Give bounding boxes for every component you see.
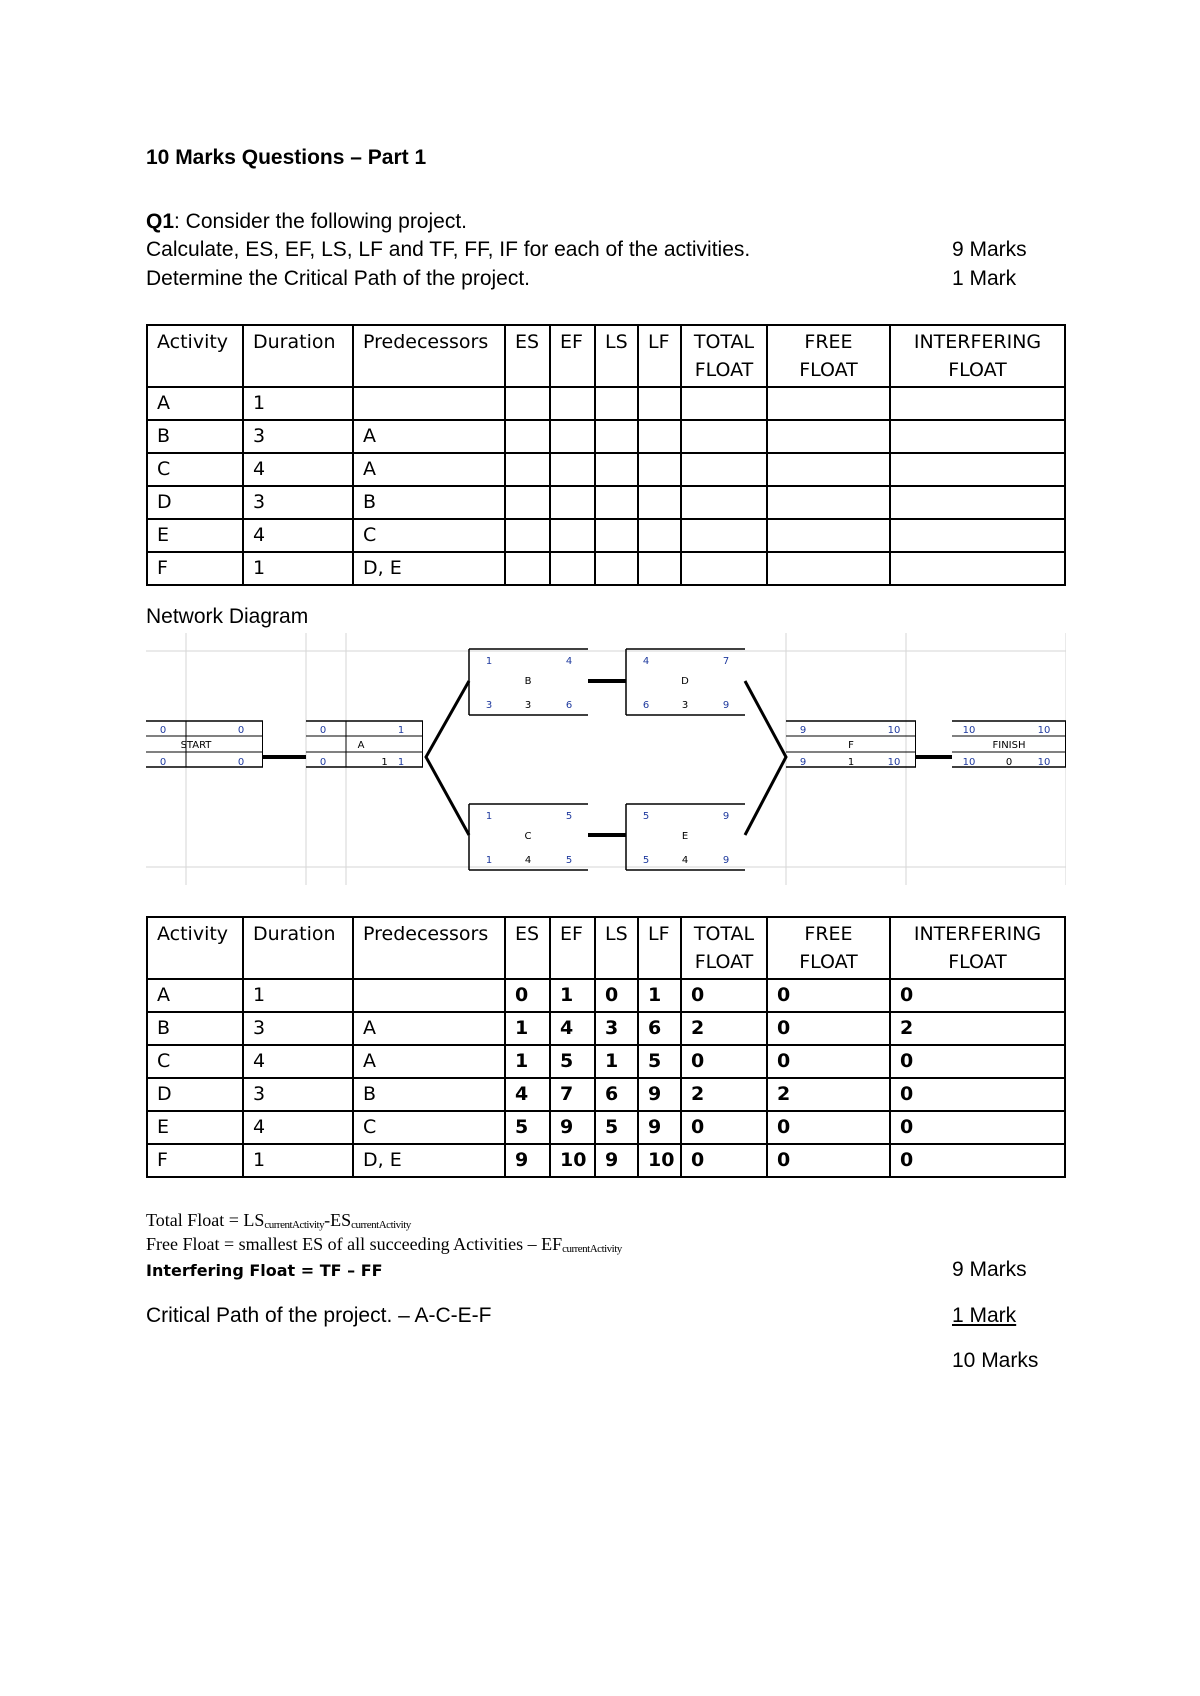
cell-activity: D [147, 486, 243, 519]
cell-es [505, 519, 550, 552]
node-duration: 0 [1005, 757, 1013, 768]
cell-interfering-float [890, 552, 1065, 585]
diagram-branches [426, 681, 786, 835]
table-row [147, 979, 1065, 1012]
node-ls: 6 [642, 700, 650, 711]
cell-es [505, 486, 550, 519]
node-es: 1 [485, 811, 493, 822]
table-header-row [147, 325, 1065, 387]
node-es: 0 [319, 725, 327, 736]
cell-interfering-float [890, 519, 1065, 552]
cell-duration: 1 [243, 979, 353, 1012]
cell-ls [595, 453, 638, 486]
node-es: 0 [159, 725, 167, 736]
cell-lf: 9 [638, 1111, 681, 1144]
header-activity: Activity [147, 325, 243, 387]
cell-duration: 4 [243, 519, 353, 552]
formula-free-float-lead: Free Float = smallest ES of all succeeding Activities – EF [146, 1234, 563, 1254]
cell-free-float [767, 552, 890, 585]
cell-predecessors [353, 387, 505, 420]
node-lf: 10 [1037, 757, 1051, 768]
cell-es [505, 387, 550, 420]
node-f [786, 721, 916, 768]
cell-ef [550, 486, 595, 519]
cell-duration: 4 [243, 453, 353, 486]
cell-es: 5 [505, 1111, 550, 1144]
node-ls: 3 [485, 700, 493, 711]
cell-free-float [767, 387, 890, 420]
node-a [306, 721, 423, 768]
cell-lf: 5 [638, 1045, 681, 1078]
formula-interfering-float: Interfering Float = TF – FF [146, 1261, 383, 1280]
cell-duration: 3 [243, 1012, 353, 1045]
cell-free-float [767, 519, 890, 552]
task-critical-path-marks: 1 Mark [952, 267, 1017, 290]
header-activity: Activity [147, 917, 243, 979]
network-diagram-label: Network Diagram [146, 605, 309, 628]
cell-duration: 4 [243, 1045, 353, 1078]
cell-ls: 1 [595, 1045, 638, 1078]
node-name: D [681, 676, 689, 687]
node-es: 5 [642, 811, 650, 822]
table-body [147, 387, 1065, 585]
cell-total-float [681, 519, 767, 552]
formula-free-float-sub: currentActivity [562, 1243, 622, 1255]
table-row [147, 1078, 1065, 1111]
cell-total-float [681, 420, 767, 453]
formula-total-float-lead: Total Float = LS [146, 1210, 265, 1230]
node-finish [952, 721, 1066, 768]
cell-activity: E [147, 1111, 243, 1144]
table-row [147, 1012, 1065, 1045]
node-ef: 4 [565, 656, 573, 667]
formula-total-float-sub1: currentActivity [264, 1219, 325, 1231]
total-marks: 10 Marks [952, 1349, 1039, 1372]
table-header-row [147, 917, 1065, 979]
cell-free-float: 0 [767, 979, 890, 1012]
node-ls: 9 [799, 757, 807, 768]
table-row [147, 453, 1065, 486]
cell-duration: 3 [243, 486, 353, 519]
node-name: E [681, 831, 689, 842]
table-body [147, 979, 1065, 1177]
cell-total-float: 0 [681, 1111, 767, 1144]
node-lf: 9 [722, 700, 730, 711]
node-duration: 4 [524, 855, 532, 866]
cell-total-float: 0 [681, 979, 767, 1012]
cell-ls [595, 387, 638, 420]
header-ls: LS [595, 325, 638, 387]
cell-activity: C [147, 1045, 243, 1078]
task-critical-path: Determine the Critical Path of the project. [146, 267, 531, 290]
cell-total-float: 0 [681, 1045, 767, 1078]
cell-ls [595, 486, 638, 519]
cell-ef [550, 453, 595, 486]
node-c [469, 804, 588, 870]
header-duration: Duration [243, 325, 353, 387]
cell-interfering-float: 0 [890, 1078, 1065, 1111]
cell-total-float: 0 [681, 1144, 767, 1177]
cell-interfering-float [890, 420, 1065, 453]
cell-interfering-float [890, 453, 1065, 486]
cell-es: 1 [505, 1045, 550, 1078]
node-ef: 7 [722, 656, 730, 667]
cell-ef [550, 552, 595, 585]
page-title: 10 Marks Questions – Part 1 [146, 146, 427, 169]
task-calculate: Calculate, ES, EF, LS, LF and TF, FF, IF for each of the activities. [146, 238, 751, 261]
node-name: FINISH [992, 740, 1026, 751]
cell-lf: 6 [638, 1012, 681, 1045]
cell-ls [595, 552, 638, 585]
cell-activity: F [147, 552, 243, 585]
cell-lf [638, 387, 681, 420]
cell-es [505, 552, 550, 585]
node-duration: 1 [381, 757, 388, 768]
cell-predecessors: A [353, 1012, 505, 1045]
cell-es [505, 420, 550, 453]
cell-duration: 3 [243, 420, 353, 453]
cell-predecessors: C [353, 519, 505, 552]
cell-total-float [681, 387, 767, 420]
header-free-float: FREE FLOAT [767, 917, 890, 979]
cell-total-float: 2 [681, 1012, 767, 1045]
cell-interfering-float: 0 [890, 1045, 1065, 1078]
cell-predecessors: B [353, 486, 505, 519]
table-row [147, 387, 1065, 420]
cell-ef: 5 [550, 1045, 595, 1078]
header-lf: LF [638, 917, 681, 979]
cell-duration: 4 [243, 1111, 353, 1144]
header-es: ES [505, 325, 550, 387]
cell-es [505, 453, 550, 486]
critical-path-marks: 1 Mark [952, 1304, 1017, 1327]
cell-ef [550, 420, 595, 453]
cell-total-float [681, 552, 767, 585]
cell-free-float: 0 [767, 1045, 890, 1078]
header-free-float: FREE FLOAT [767, 325, 890, 387]
header-lf: LF [638, 325, 681, 387]
node-lf: 9 [722, 855, 730, 866]
cell-ef: 7 [550, 1078, 595, 1111]
node-ef: 10 [1037, 725, 1051, 736]
cell-free-float [767, 420, 890, 453]
node-ls: 0 [159, 757, 167, 768]
cell-ls [595, 420, 638, 453]
cell-total-float [681, 486, 767, 519]
cell-ls: 0 [595, 979, 638, 1012]
cell-es: 1 [505, 1012, 550, 1045]
task-calculate-marks: 9 Marks [952, 238, 1027, 261]
header-predecessors: Predecessors [353, 325, 505, 387]
node-ef: 1 [397, 725, 405, 736]
node-lf: 0 [237, 757, 245, 768]
node-lf: 5 [565, 855, 573, 866]
cell-predecessors: B [353, 1078, 505, 1111]
node-lf: 1 [397, 757, 405, 768]
node-es: 1 [485, 656, 493, 667]
cell-total-float: 2 [681, 1078, 767, 1111]
node-ls: 10 [962, 757, 976, 768]
question-intro-text: : Consider the following project. [174, 210, 468, 233]
cell-lf [638, 486, 681, 519]
cell-activity: D [147, 1078, 243, 1111]
cell-free-float [767, 453, 890, 486]
node-name: START [180, 740, 212, 751]
header-duration: Duration [243, 917, 353, 979]
cell-lf: 1 [638, 979, 681, 1012]
cell-predecessors: D, E [353, 1144, 505, 1177]
header-ef: EF [550, 325, 595, 387]
cell-lf [638, 552, 681, 585]
node-name: F [848, 740, 854, 751]
table-row [147, 1045, 1065, 1078]
cell-lf [638, 420, 681, 453]
cell-lf [638, 519, 681, 552]
table-row [147, 519, 1065, 552]
cell-es: 4 [505, 1078, 550, 1111]
question-intro [146, 210, 467, 234]
cell-ef: 9 [550, 1111, 595, 1144]
cell-predecessors [353, 979, 505, 1012]
header-es: ES [505, 917, 550, 979]
node-lf: 10 [887, 757, 901, 768]
cell-lf: 10 [638, 1144, 681, 1177]
node-name: B [524, 676, 532, 687]
node-start [146, 721, 263, 768]
cell-predecessors: D, E [353, 552, 505, 585]
cell-ef [550, 387, 595, 420]
formula-total-float-sub2: currentActivity [351, 1219, 411, 1231]
formula-free-float [146, 1234, 622, 1255]
cell-ls [595, 519, 638, 552]
cell-activity: A [147, 979, 243, 1012]
cell-predecessors: C [353, 1111, 505, 1144]
cell-interfering-float: 0 [890, 979, 1065, 1012]
table-row [147, 420, 1065, 453]
node-duration: 3 [681, 700, 689, 711]
header-predecessors: Predecessors [353, 917, 505, 979]
cell-free-float: 0 [767, 1144, 890, 1177]
node-name: A [357, 740, 365, 751]
cell-duration: 1 [243, 552, 353, 585]
cell-interfering-float [890, 387, 1065, 420]
formula-total-float-mid: -ES [324, 1210, 352, 1230]
network-diagram [146, 633, 1066, 885]
cell-duration: 1 [243, 1144, 353, 1177]
formula-total-float [146, 1210, 411, 1231]
node-b [469, 649, 588, 715]
table-row [147, 1144, 1065, 1177]
activity-table-answers [146, 916, 1066, 1178]
table-row [147, 486, 1065, 519]
cell-lf: 9 [638, 1078, 681, 1111]
cell-activity: B [147, 420, 243, 453]
node-ef: 9 [722, 811, 730, 822]
cell-activity: E [147, 519, 243, 552]
node-duration: 1 [847, 757, 855, 768]
header-ls: LS [595, 917, 638, 979]
cell-ls: 3 [595, 1012, 638, 1045]
cell-es: 9 [505, 1144, 550, 1177]
cell-ef: 1 [550, 979, 595, 1012]
cell-predecessors: A [353, 1045, 505, 1078]
cell-free-float [767, 486, 890, 519]
cell-interfering-float: 0 [890, 1111, 1065, 1144]
cell-free-float: 0 [767, 1111, 890, 1144]
cell-ef [550, 519, 595, 552]
cell-interfering-float: 0 [890, 1144, 1065, 1177]
node-es: 10 [962, 725, 976, 736]
cell-ls: 6 [595, 1078, 638, 1111]
cell-activity: C [147, 453, 243, 486]
node-ef: 0 [237, 725, 245, 736]
cell-predecessors: A [353, 420, 505, 453]
node-e [626, 804, 745, 870]
header-ef: EF [550, 917, 595, 979]
node-duration: 4 [681, 855, 689, 866]
cell-total-float [681, 453, 767, 486]
cell-free-float: 0 [767, 1012, 890, 1045]
cell-lf [638, 453, 681, 486]
header-total-float: TOTAL FLOAT [681, 917, 767, 979]
table-row [147, 552, 1065, 585]
node-ls: 0 [319, 757, 327, 768]
cell-ls: 5 [595, 1111, 638, 1144]
cell-predecessors: A [353, 453, 505, 486]
cell-es: 0 [505, 979, 550, 1012]
header-interfering-float: INTERFERING FLOAT [890, 325, 1065, 387]
node-duration: 3 [524, 700, 532, 711]
node-es: 9 [799, 725, 807, 736]
cell-activity: A [147, 387, 243, 420]
node-ls: 1 [485, 855, 493, 866]
node-name: C [524, 831, 532, 842]
cell-duration: 3 [243, 1078, 353, 1111]
node-lf: 6 [565, 700, 573, 711]
activity-table-blank [146, 324, 1066, 586]
header-total-float: TOTAL FLOAT [681, 325, 767, 387]
node-ls: 5 [642, 855, 650, 866]
node-ef: 5 [565, 811, 573, 822]
cell-interfering-float [890, 486, 1065, 519]
header-interfering-float: INTERFERING FLOAT [890, 917, 1065, 979]
cell-ef: 10 [550, 1144, 595, 1177]
cell-activity: B [147, 1012, 243, 1045]
cell-ls: 9 [595, 1144, 638, 1177]
cell-activity: F [147, 1144, 243, 1177]
formula-marks: 9 Marks [952, 1258, 1027, 1281]
node-es: 4 [642, 656, 650, 667]
critical-path-answer: Critical Path of the project. – A-C-E-F [146, 1304, 492, 1327]
cell-free-float: 2 [767, 1078, 890, 1111]
table-row [147, 1111, 1065, 1144]
question-label: Q1 [146, 210, 175, 233]
cell-ef: 4 [550, 1012, 595, 1045]
node-d [626, 649, 745, 715]
cell-duration: 1 [243, 387, 353, 420]
cell-interfering-float: 2 [890, 1012, 1065, 1045]
node-ef: 10 [887, 725, 901, 736]
